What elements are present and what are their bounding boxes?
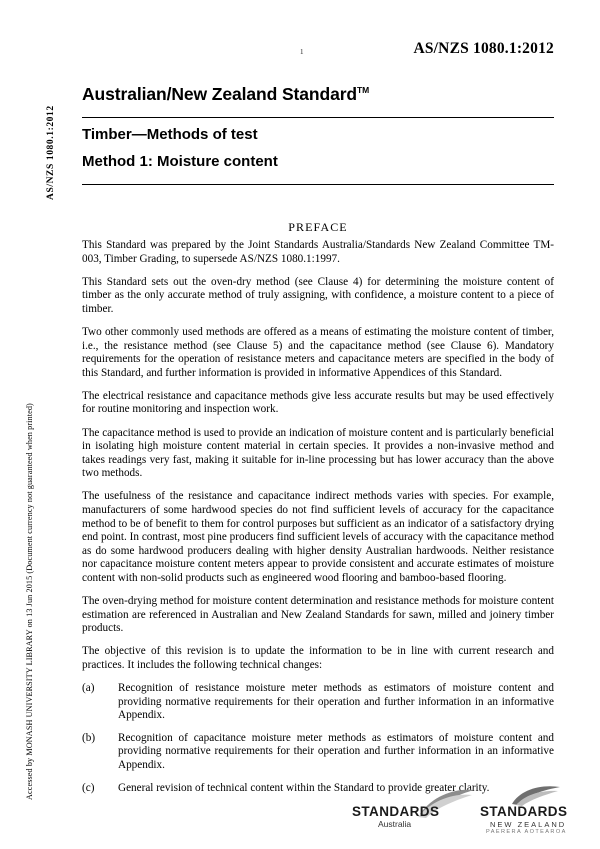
- standards-newzealand-name: STANDARDS: [480, 804, 568, 819]
- standards-australia-sub: Australia: [378, 819, 412, 829]
- sidebar-vertical-text: [0, 0, 72, 849]
- trademark-mark: TM: [357, 85, 370, 96]
- document-subtitle-1: Timber—Methods of test: [82, 126, 258, 143]
- list-item-text: Recognition of capacitance moisture meter methods as estimators of moisture content and providing normative requirements for their operation and further information in an informative Appendix.: [118, 731, 554, 771]
- technical-changes-list: [82, 682, 554, 795]
- standards-newzealand-logo: [476, 790, 592, 840]
- sidebar-document-id: AS/NZS 1080.1:2012: [46, 105, 56, 200]
- document-subtitle-2: Method 1: Moisture content: [82, 153, 278, 170]
- preface-paragraph: The capacitance method is used to provide an indication of moisture content and is particularly beneficial in isolating high moisture content material in certain species. It provides a non-invasive method and takes readings very fast, making it suitable for in-line processing but has lower accuracy than the above two methods.: [82, 426, 554, 480]
- page-title-text: Australian/New Zealand Standard: [82, 84, 358, 104]
- rule-above-subtitle: [82, 117, 554, 118]
- preface-paragraph: The electrical resistance and capacitance methods give less accurate results but may be used effectively for routine monitoring and inspection work.: [82, 389, 554, 416]
- sidebar-access-note: Accessed by MONASH UNIVERSITY LIBRARY on 13 Jun 2015 (Document currency not guaranteed when printed): [25, 403, 34, 800]
- preface-heading: PREFACE: [288, 220, 348, 234]
- preface-paragraph: The usefulness of the resistance and capacitance indirect methods varies with species. For example, manufacturers of some hardwood species do not find sufficient levels of accuracy for the capacitance method to be of benefit to them for control purposes but sufficient as an indicator of a satisfactory drying end point. In contrast, most pine producers find sufficient levels of accuracy with the capacitance method as do some hardwood producers dealing with higher density Australian hardwoods. Neither resistance nor capacitance moisture content meters appear to provide consistent and accurate estimates of moisture content with non-solid products such as engineered wood flooring and bamboo-based flooring.: [82, 490, 554, 584]
- page-number: 1: [300, 48, 304, 56]
- preface-paragraph: This Standard sets out the oven-dry method (see Clause 4) for determining the moisture content of timber as the only accurate method of truly assigning, with confidence, a moisture content to a piece of timber.: [82, 275, 554, 315]
- rule-below-subtitle: [82, 184, 554, 185]
- preface-paragraph: Two other commonly used methods are offered as a means of estimating the moisture content of timber, i.e., the resistance method (see Clause 5) and the capacitance method (see Clause 6). Mandatory requirements for the operation of resistance meters and capacitance meters are specified in the body of this Standard, and further information is provided in informative Appendices of this Standard.: [82, 325, 554, 379]
- list-item: [82, 682, 554, 723]
- list-item-label: (c): [82, 781, 95, 794]
- list-item-text: General revision of technical content within the Standard to provide greater clarity.: [118, 781, 490, 794]
- standards-newzealand-sub2: PAERERA AOTEAROA: [486, 829, 567, 835]
- list-item-label: (b): [82, 731, 96, 744]
- standards-newzealand-sub1: NEW ZEALAND: [490, 820, 567, 829]
- preface-paragraph: This Standard was prepared by the Joint Standards Australia/Standards New Zealand Committee TM-003, Timber Grading, to supersede AS/NZS 1080.1:1997.: [82, 239, 554, 265]
- page-title: [82, 84, 369, 105]
- preface-body: [82, 239, 554, 804]
- preface-paragraph: The oven-drying method for moisture content determination and resistance methods for moisture content estimation are referenced in Australian and New Zealand Standards for sawn, milled and joinery timber products.: [82, 595, 554, 635]
- list-item-text: Recognition of resistance moisture meter methods as estimators of moisture content and providing normative requirements for their operation and further information in an informative Appendix.: [118, 682, 554, 722]
- standards-australia-name: STANDARDS: [352, 804, 440, 819]
- list-item: [82, 732, 554, 773]
- koru-icon: [510, 784, 562, 806]
- content-column: [82, 0, 554, 849]
- preface-paragraph: The objective of this revision is to update the information to be in line with current research and practices. It includes the following technical changes:: [82, 645, 554, 671]
- standards-australia-logo: [352, 790, 462, 836]
- list-item-label: (a): [82, 682, 95, 695]
- document-id-header: AS/NZS 1080.1:2012: [413, 40, 554, 57]
